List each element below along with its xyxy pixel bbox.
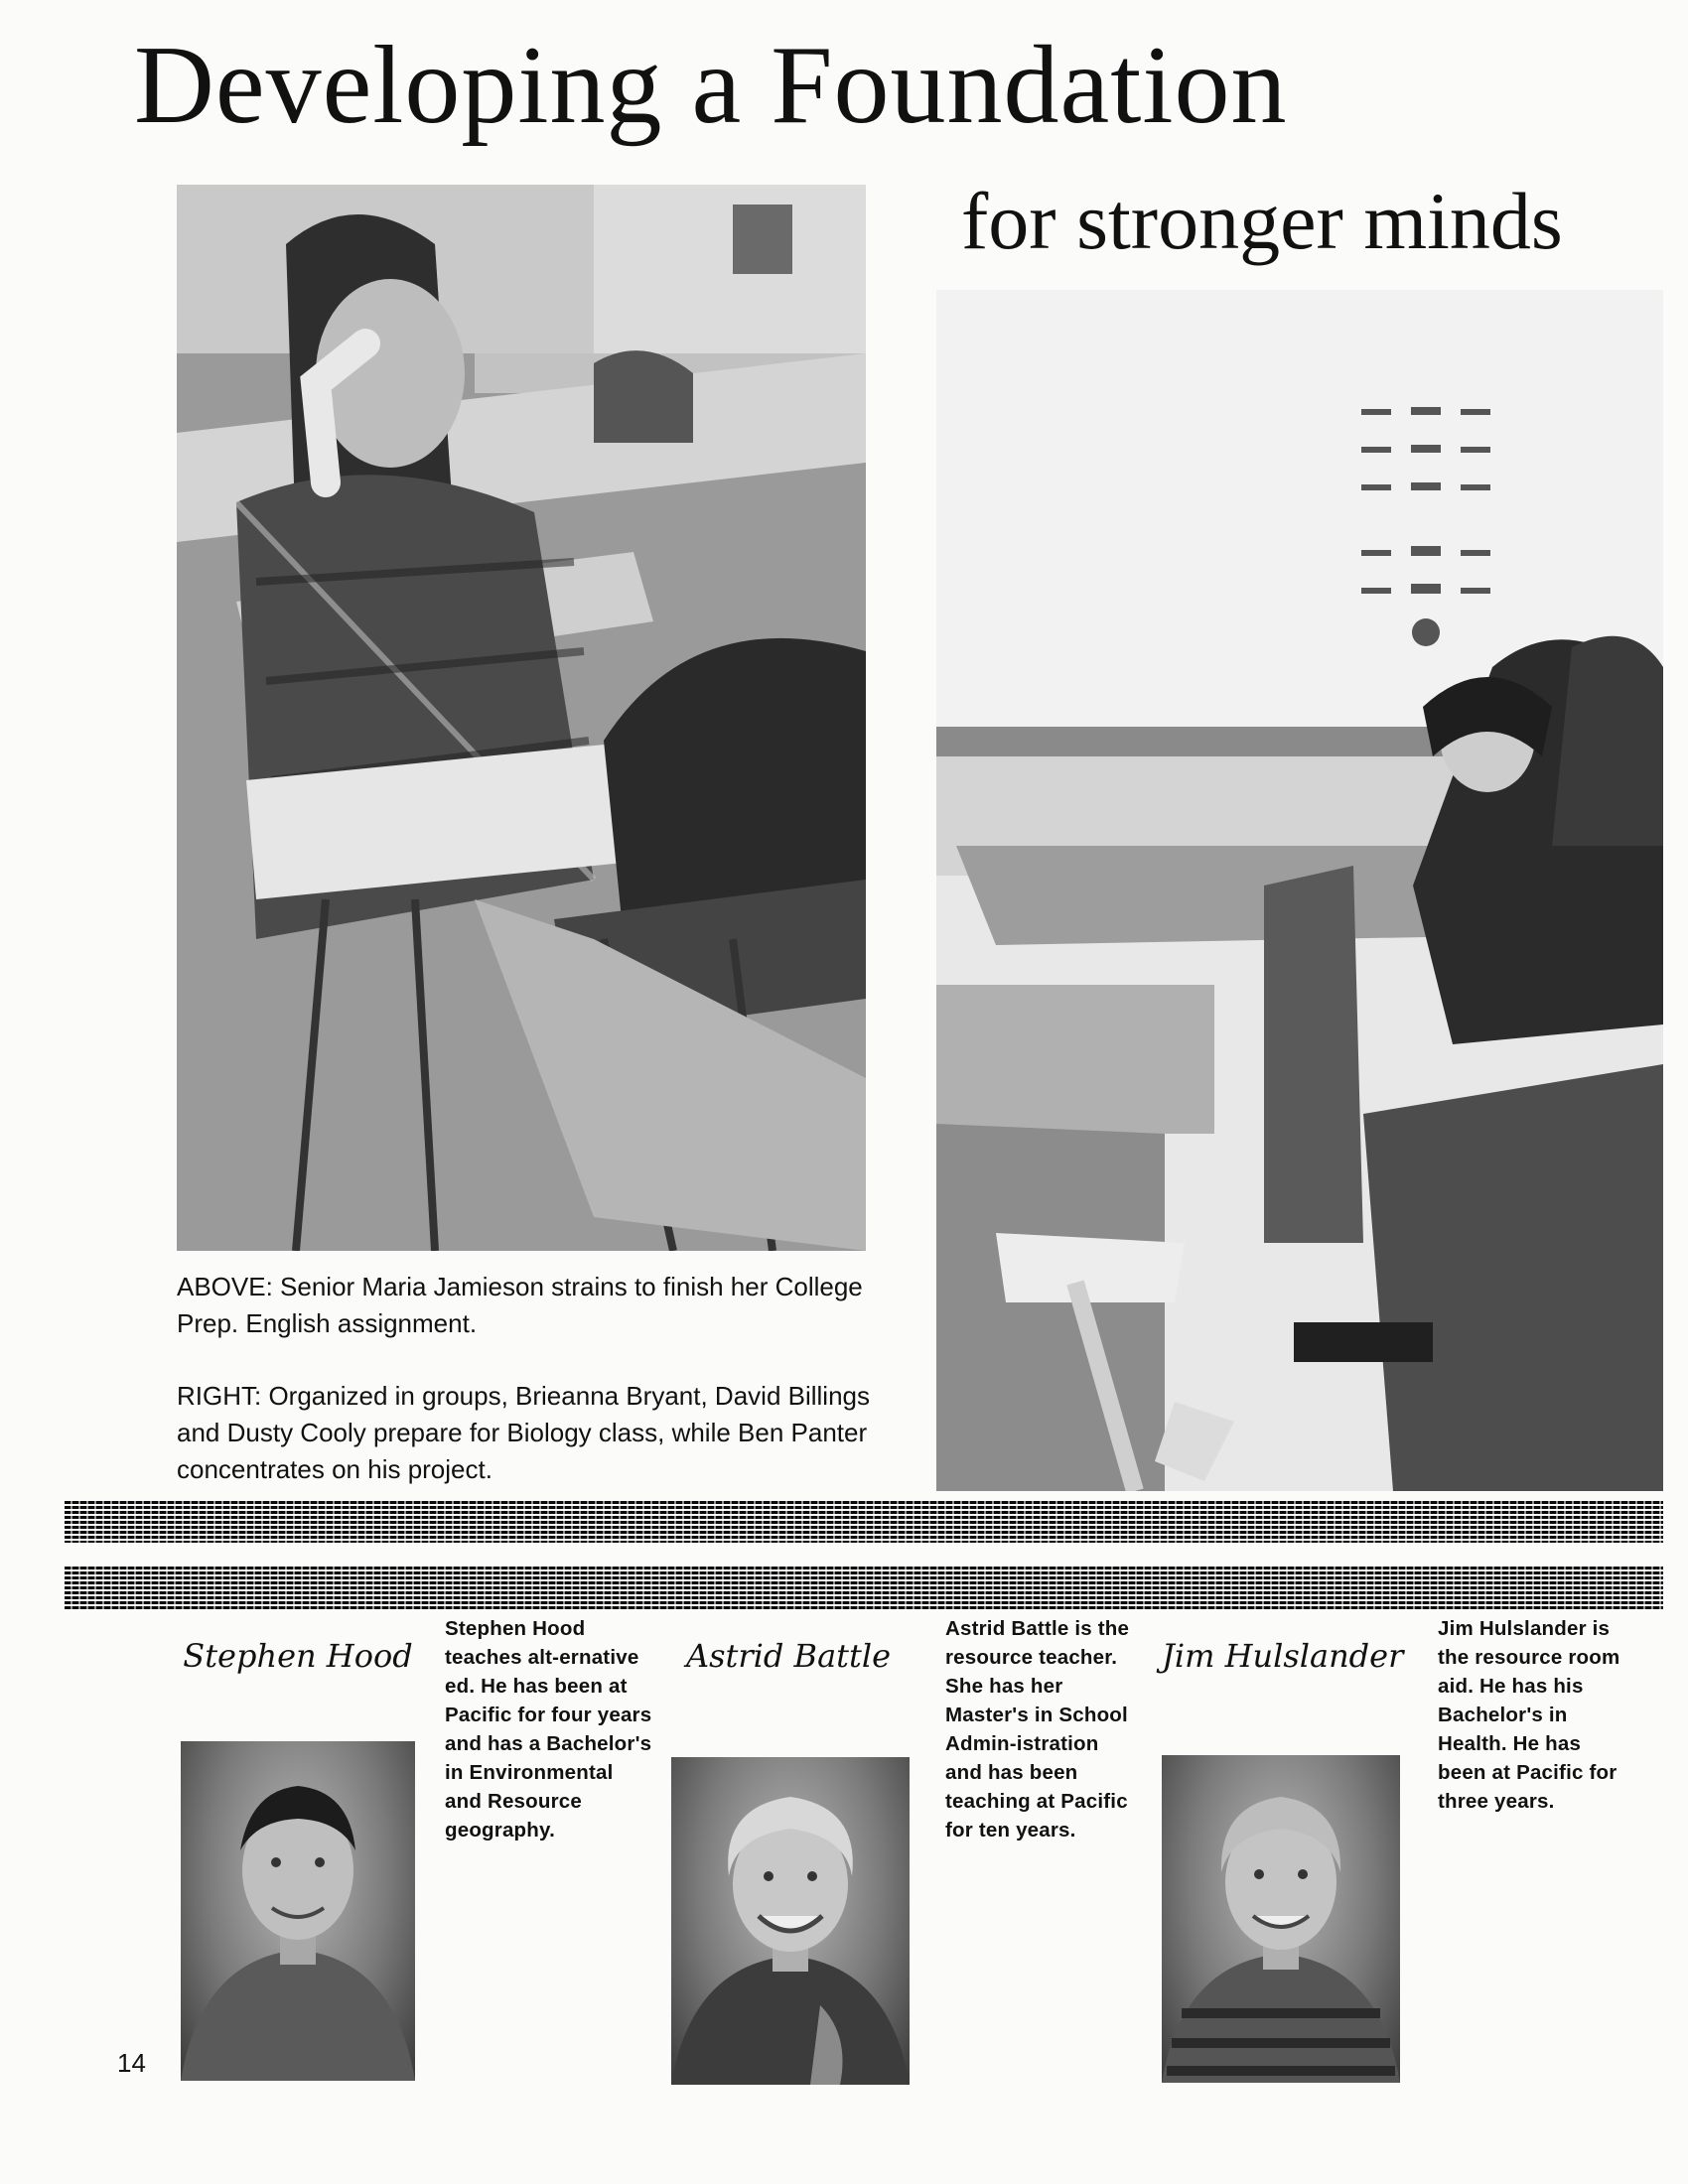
staff-name-1: Stephen Hood <box>183 1637 413 1675</box>
photo-students-in-groups <box>936 290 1663 1491</box>
staff-portrait-3 <box>1162 1755 1400 2083</box>
page-title: Developing a Foundation <box>134 24 1288 147</box>
staff-bio-3: Jim Hulslander is the resource room aid. He has his Bachelor's in Health. He has been at Pacific for three years. <box>1438 1617 1620 1813</box>
page-number: 14 <box>117 2048 146 2078</box>
decorative-stripe-top <box>65 1501 1663 1543</box>
staff-portrait-2 <box>671 1757 910 2085</box>
caption-above: ABOVE: Senior Maria Jamieson strains to finish her College Prep. English assignment. <box>177 1272 863 1338</box>
page-subtitle: for stronger minds <box>961 176 1563 266</box>
staff-name-2: Astrid Battle <box>685 1637 892 1675</box>
staff-portrait-2-graphic <box>671 1757 910 2085</box>
photo-student-studying-graphic <box>177 185 866 1251</box>
staff-portrait-1 <box>181 1741 415 2081</box>
photo-students-in-groups-graphic <box>936 290 1663 1491</box>
staff-portrait-3-graphic <box>1162 1755 1400 2083</box>
decorative-stripe-bottom <box>65 1567 1663 1610</box>
staff-portrait-1-graphic <box>181 1741 415 2081</box>
photo-student-studying <box>177 185 866 1251</box>
caption-right: RIGHT: Organized in groups, Brieanna Bryant, David Billings and Dusty Cooly prepare for Biology class, while Ben Panter concentrates on his project. <box>177 1381 870 1484</box>
staff-bio-1: Stephen Hood teaches alt-ernative ed. He has been at Pacific for four years and has a Bachelor's in Environmental and Resource geography. <box>445 1617 652 1842</box>
staff-bio-2: Astrid Battle is the resource teacher. She has her Master's in School Admin-istration and has been teaching at Pacific for ten years. <box>945 1617 1130 1842</box>
staff-name-3: Jim Hulslander <box>1162 1637 1404 1675</box>
